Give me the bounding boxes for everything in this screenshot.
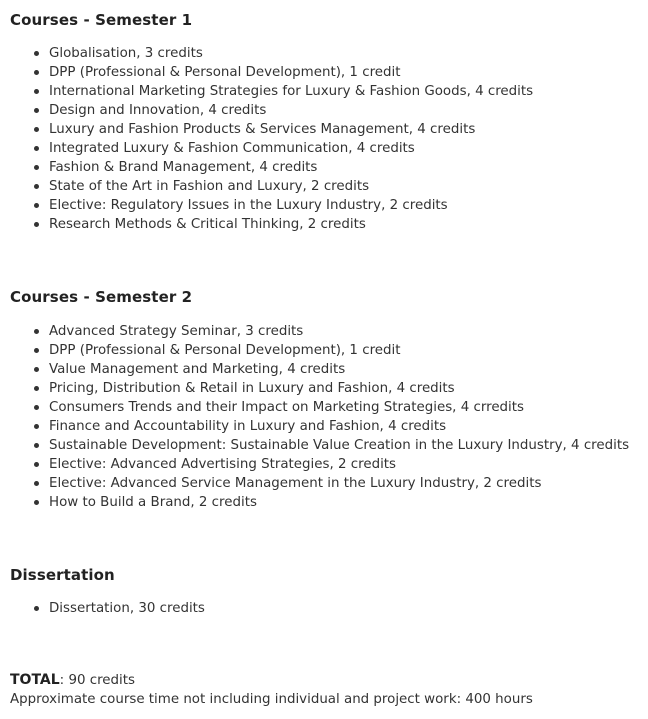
list-item: Finance and Accountability in Luxury and Fashion, 4 credits <box>10 417 629 436</box>
list-item: Sustainable Development: Sustainable Value Creation in the Luxury Industry, 4 credits <box>10 436 629 455</box>
total-label: TOTAL <box>10 672 60 688</box>
list-item: International Marketing Strategies for Luxury & Fashion Goods, 4 credits <box>10 82 533 101</box>
dissertation-list <box>10 599 205 618</box>
list-item: Integrated Luxury & Fashion Communication, 4 credits <box>10 139 533 158</box>
semester-2-course-list <box>10 322 629 512</box>
semester-2-heading: Courses - Semester 2 <box>10 288 193 306</box>
list-item: Research Methods & Critical Thinking, 2 credits <box>10 215 533 234</box>
list-item: State of the Art in Fashion and Luxury, 2 credits <box>10 177 533 196</box>
list-item: DPP (Professional & Personal Development), 1 credit <box>10 341 629 360</box>
list-item: Design and Innovation, 4 credits <box>10 101 533 120</box>
list-item: Value Management and Marketing, 4 credits <box>10 360 629 379</box>
list-item: Dissertation, 30 credits <box>10 599 205 618</box>
list-item: Elective: Advanced Service Management in the Luxury Industry, 2 credits <box>10 474 629 493</box>
list-item: Elective: Regulatory Issues in the Luxury Industry, 2 credits <box>10 196 533 215</box>
dissertation-heading: Dissertation <box>10 566 115 584</box>
semester-1-heading: Courses - Semester 1 <box>10 11 193 29</box>
list-item: How to Build a Brand, 2 credits <box>10 493 629 512</box>
list-item: Luxury and Fashion Products & Services Management, 4 credits <box>10 120 533 139</box>
list-item: Elective: Advanced Advertising Strategies, 2 credits <box>10 455 629 474</box>
list-item: Advanced Strategy Seminar, 3 credits <box>10 322 629 341</box>
list-item: Fashion & Brand Management, 4 credits <box>10 158 533 177</box>
total-credits <box>10 671 135 690</box>
list-item: Pricing, Distribution & Retail in Luxury and Fashion, 4 credits <box>10 379 629 398</box>
list-item: DPP (Professional & Personal Development), 1 credit <box>10 63 533 82</box>
total-value: : 90 credits <box>59 673 135 688</box>
list-item: Globalisation, 3 credits <box>10 44 533 63</box>
list-item: Consumers Trends and their Impact on Marketing Strategies, 4 crredits <box>10 398 629 417</box>
course-time-note: Approximate course time not including individual and project work: 400 hours <box>10 692 533 707</box>
semester-1-course-list <box>10 44 533 234</box>
